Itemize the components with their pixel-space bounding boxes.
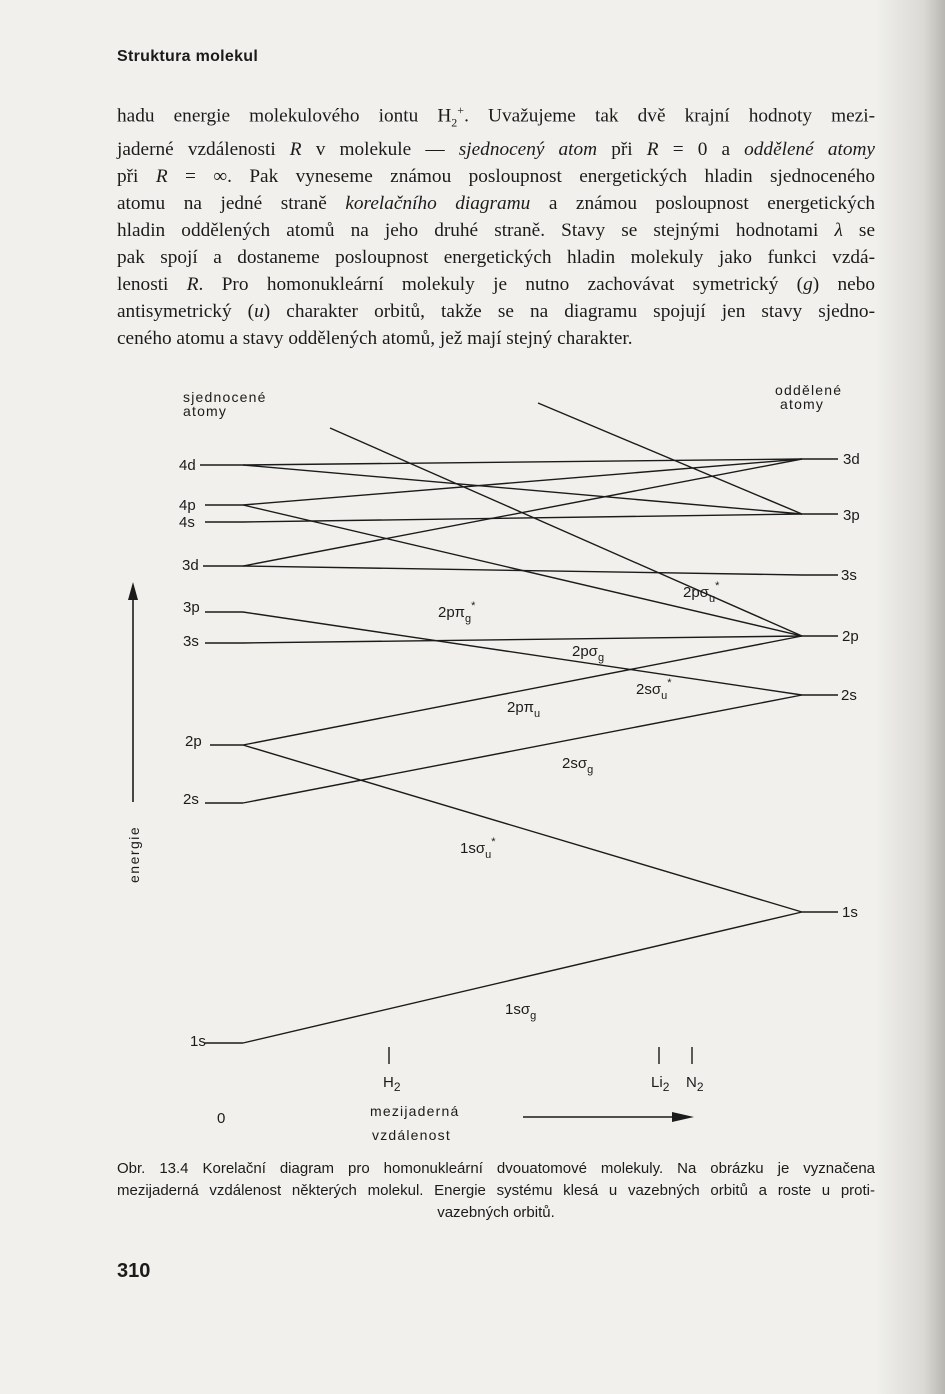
paragraph-line-4: atomu na jedné straně korelačního diagramu a známou posloupnost energetických bbox=[117, 193, 876, 215]
left-level-4s: 4s bbox=[179, 514, 195, 531]
energy-arrow-head bbox=[128, 582, 138, 600]
right-header-line-2: atomy bbox=[780, 396, 825, 412]
distance-label-line-1: mezijaderná bbox=[370, 1103, 460, 1119]
line-3d-3s bbox=[243, 566, 802, 575]
left-header-line-1: sjednocené bbox=[183, 389, 267, 405]
figure-caption bbox=[117, 1158, 875, 1224]
left-level-3p: 3p bbox=[183, 599, 200, 616]
orbital-label-2psigma-u-star: $2p\sigma_u^*$ bbox=[683, 580, 720, 605]
right-level-3p: 3p bbox=[843, 507, 860, 524]
orbital-label-1ssigma-u-star: $1s\sigma_u^*$ bbox=[460, 836, 496, 861]
paragraph-line-8: antisymetrický (u) charakter orbitů, takže se na diagramu spojují jen stavy sjedno- bbox=[117, 301, 875, 323]
right-level-3d: 3d bbox=[843, 451, 860, 468]
orbital-label-2psigma-g: $2p\sigma_g$ bbox=[572, 643, 605, 664]
paragraph-line-1: hadu energie molekulového iontu $H_2^+$. Uvažujeme tak dvě krajní hodnoty mezi- bbox=[117, 103, 875, 130]
level-ticks bbox=[200, 459, 838, 1043]
left-level-4p: 4p bbox=[179, 497, 196, 514]
orbital-label-1ssigma-g: $1s\sigma_g$ bbox=[505, 1001, 537, 1022]
right-level-2p: 2p bbox=[842, 628, 859, 645]
right-level-1s: 1s bbox=[842, 904, 858, 921]
zero-label: 0 bbox=[217, 1110, 226, 1127]
line-2p-1s bbox=[243, 745, 802, 912]
orbital-label-2ppi-u: $2p\pi_u$ bbox=[507, 699, 541, 720]
line-3p-2s bbox=[243, 612, 802, 695]
caption-line-1: Obr. 13.4 Korelační diagram pro homonukleární dvouatomové molekuly. Na obrázku je vyznačena bbox=[117, 1160, 875, 1177]
left-level-4d: 4d bbox=[179, 457, 196, 474]
left-level-1s: 1s bbox=[190, 1033, 206, 1050]
paragraph-line-3: při R = ∞. Pak vyneseme známou posloupnost energetických hladin sjednoceného bbox=[117, 166, 875, 188]
line-2p-2p bbox=[243, 636, 802, 745]
li2-label: $Li_2$ bbox=[651, 1074, 670, 1094]
line-4d-3d bbox=[243, 459, 802, 465]
right-level-labels bbox=[841, 451, 860, 921]
orbital-labels bbox=[438, 580, 720, 1022]
right-level-3s: 3s bbox=[841, 567, 857, 584]
body-paragraph bbox=[117, 97, 875, 352]
right-header-line-1: oddělené bbox=[775, 382, 843, 398]
paragraph-line-5: hladin oddělených atomů na jeho druhé straně. Stavy se stejnými hodnotami λ se bbox=[117, 220, 875, 242]
paragraph-line-9: ceného atomu a stavy oddělených atomů, jež mají stejný charakter. bbox=[117, 328, 633, 350]
orbital-label-2ssigma-g: $2s\sigma_g$ bbox=[562, 755, 594, 776]
distance-arrow-head bbox=[672, 1112, 694, 1122]
line-top-b bbox=[538, 403, 802, 514]
paragraph-line-2: jaderné vzdálenosti R v molekule — sjednocený atom při R = 0 a oddělené atomy bbox=[117, 139, 875, 161]
line-4s-3p bbox=[243, 514, 802, 522]
page-number: 310 bbox=[117, 1260, 151, 1282]
distance-label-line-2: vzdálenost bbox=[372, 1127, 451, 1143]
paragraph-line-7: lenosti R. Pro homonukleární molekuly je nutno zachovávat symetrický (g) nebo bbox=[117, 274, 875, 296]
left-level-labels bbox=[179, 457, 206, 1050]
orbital-label-2ssigma-u-star: $2s\sigma_u^*$ bbox=[636, 677, 672, 702]
caption-line-3: vazebných orbitů. bbox=[437, 1204, 555, 1221]
left-level-2p: 2p bbox=[185, 733, 202, 750]
correlation-diagram bbox=[0, 370, 945, 1160]
left-level-2s: 2s bbox=[183, 791, 199, 808]
paragraph-line-6: pak spojí a dostaneme posloupnost energetických hladin molekuly jako funkci vzdá- bbox=[117, 247, 875, 269]
caption-line-2: mezijaderná vzdálenost některých molekul. Energie systému klesá u vazebných orbitů a roste u proti- bbox=[117, 1182, 875, 1199]
energy-label: energie bbox=[126, 825, 142, 883]
line-4p-3d bbox=[243, 459, 802, 505]
h2-label: $H_2$ bbox=[383, 1074, 401, 1094]
left-header-line-2: atomy bbox=[183, 403, 228, 419]
energy-axis bbox=[126, 582, 142, 883]
distance-axis bbox=[217, 1047, 704, 1143]
line-1s-1s bbox=[243, 912, 802, 1043]
n2-label: $N_2$ bbox=[686, 1074, 704, 1094]
orbital-label-2ppi-g-star: $2p\pi_g^*$ bbox=[438, 600, 476, 625]
right-level-2s: 2s bbox=[841, 687, 857, 704]
running-head: Struktura molekul bbox=[117, 48, 259, 65]
left-level-3d: 3d bbox=[182, 557, 199, 574]
correlation-lines bbox=[243, 403, 802, 1043]
left-level-3s: 3s bbox=[183, 633, 199, 650]
line-3s-2p bbox=[243, 636, 802, 643]
line-4d-3p bbox=[243, 465, 802, 514]
